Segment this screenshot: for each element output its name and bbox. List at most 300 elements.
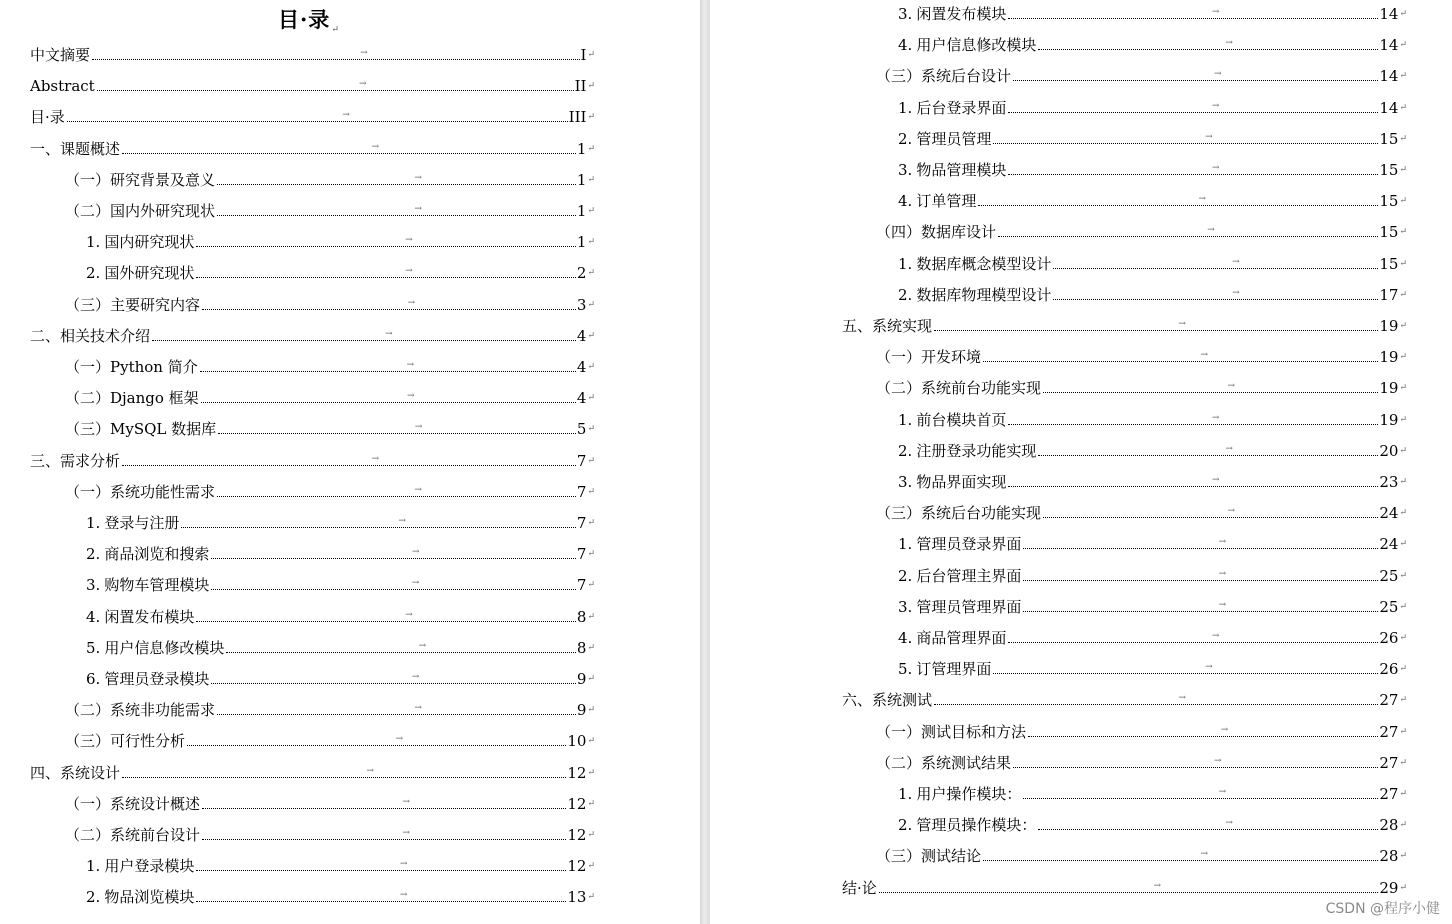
toc-entry-label	[898, 473, 1008, 491]
toc-entry[interactable]	[898, 533, 1407, 553]
toc-entry[interactable]	[876, 721, 1407, 741]
toc-entry[interactable]	[876, 65, 1407, 85]
toc-entry-number: 4.	[898, 36, 913, 55]
toc-entry-text: （一）开发环境	[876, 348, 982, 367]
toc-entry[interactable]	[86, 543, 595, 563]
toc-entry-label	[898, 598, 1023, 616]
toc-entry-number: 1.	[898, 98, 913, 117]
toc-entry[interactable]	[65, 294, 595, 314]
paragraph-mark-icon: ↵	[1399, 227, 1407, 238]
document-page-right	[710, 0, 1452, 924]
tab-mark-icon: →	[1225, 443, 1233, 454]
toc-entry-text: 数据库物理模型设计	[916, 285, 1052, 304]
toc-entry[interactable]	[898, 596, 1407, 616]
toc-entry-page: 1	[576, 139, 587, 158]
paragraph-mark-icon: ↵	[1399, 196, 1407, 207]
paragraph-mark-icon: ↵	[1399, 789, 1407, 799]
toc-entry-text: 用户信息修改模块	[916, 36, 1037, 55]
toc-entry-label	[65, 420, 218, 438]
toc-entry[interactable]	[898, 658, 1407, 678]
toc-entry[interactable]	[86, 606, 595, 626]
toc-entry-text: （三）系统后台设计	[876, 67, 1012, 86]
tab-mark-icon: →	[1200, 350, 1208, 361]
toc-entry-number: 3.	[898, 161, 913, 179]
toc-entry-text: 用户登录模块	[104, 857, 195, 876]
dot-leader	[202, 291, 576, 310]
toc-entry-label	[876, 223, 998, 241]
tab-mark-icon: →	[1178, 319, 1186, 329]
toc-entry-text: 数据库概念模型设计	[916, 254, 1052, 273]
dot-leader	[1008, 406, 1378, 425]
toc-entry[interactable]	[86, 668, 595, 688]
paragraph-mark-icon: ↵	[1399, 9, 1407, 19]
toc-entry[interactable]	[65, 387, 595, 407]
tab-mark-icon: →	[1211, 412, 1220, 423]
paragraph-mark-icon: ↵	[1399, 851, 1407, 862]
toc-entry[interactable]	[65, 356, 595, 376]
dot-leader	[983, 842, 1378, 861]
toc-entry-text: （二）系统前台功能实现	[876, 379, 1042, 398]
toc-entry[interactable]	[898, 565, 1407, 585]
dot-leader	[983, 343, 1378, 362]
toc-entry-label	[898, 161, 1008, 179]
toc-entry-page: 17	[1379, 285, 1399, 304]
toc-entry-text: 购物车管理模块	[104, 576, 210, 595]
page-gutter	[700, 0, 710, 924]
dot-leader	[202, 821, 566, 840]
tab-mark-icon: →	[1211, 7, 1220, 17]
toc-entry-text: （三）可行性分析	[65, 732, 186, 751]
toc-entry-text: 商品管理界面	[916, 629, 1007, 647]
toc-entry-text: 商品浏览和搜索	[104, 545, 210, 564]
tab-mark-icon: →	[414, 422, 423, 433]
dot-leader	[1028, 718, 1378, 737]
toc-entry-label	[898, 5, 1008, 23]
toc-entry-number: 2.	[86, 545, 101, 564]
paragraph-mark-icon: ↵	[1399, 102, 1407, 113]
toc-entry-text: 管理员操作模块：	[916, 816, 1037, 835]
dot-leader	[211, 665, 576, 684]
tab-mark-icon: →	[398, 516, 406, 526]
dot-leader	[978, 187, 1378, 206]
paragraph-mark-icon: ↵	[587, 798, 595, 809]
toc-entry-page: 19	[1379, 379, 1399, 398]
toc-entry[interactable]	[842, 689, 1407, 709]
toc-entry-page: 1	[576, 202, 587, 220]
tab-mark-icon: →	[1227, 506, 1235, 517]
toc-entry[interactable]	[30, 44, 595, 64]
toc-entry[interactable]	[898, 34, 1407, 54]
dot-leader	[196, 852, 566, 871]
dot-leader	[196, 259, 576, 278]
dot-leader	[152, 322, 576, 341]
toc-entry-page: 14	[1379, 5, 1399, 23]
toc-entry[interactable]	[876, 502, 1407, 522]
toc-entry-label	[65, 701, 217, 719]
toc-entry-page: 8	[576, 638, 587, 657]
toc-entry-page: 3	[576, 295, 587, 314]
toc-entry-page: 13	[567, 888, 587, 907]
toc-entry[interactable]	[65, 200, 595, 220]
toc-entry-text: （二）系统前台设计	[65, 826, 201, 844]
tab-mark-icon: →	[1225, 38, 1233, 49]
toc-entry[interactable]	[86, 855, 595, 875]
toc-entry-text: 物品浏览模块	[104, 888, 195, 907]
dot-leader	[92, 41, 580, 60]
toc-entry-label	[898, 816, 1038, 834]
toc-entry-page: 26	[1379, 660, 1399, 679]
toc-entry[interactable]	[876, 752, 1407, 772]
tab-mark-icon: →	[402, 828, 410, 838]
toc-entry-text: （三）系统后台功能实现	[876, 504, 1042, 523]
paragraph-mark-icon: ↵	[1399, 414, 1407, 425]
dot-leader	[122, 759, 566, 778]
toc-entry[interactable]	[86, 574, 595, 594]
tab-mark-icon: →	[411, 578, 420, 589]
toc-entry[interactable]	[86, 886, 595, 906]
toc-entry-label	[898, 192, 978, 210]
dot-leader	[1043, 374, 1378, 393]
toc-entry[interactable]	[30, 450, 595, 470]
toc-entry-number: 2.	[898, 129, 913, 148]
toc-entry-label	[86, 233, 196, 251]
toc-entry-text: 结·论	[842, 878, 877, 897]
paragraph-mark-icon: ↵	[587, 362, 595, 372]
toc-entry[interactable]	[898, 253, 1407, 273]
dot-leader	[1053, 250, 1378, 269]
toc-entry[interactable]	[898, 409, 1407, 429]
toc-entry-number: 1.	[898, 535, 913, 554]
toc-entry-text: 注册登录功能实现	[916, 441, 1037, 460]
toc-entry[interactable]	[65, 824, 595, 844]
dot-leader	[993, 125, 1378, 144]
watermark: CSDN @程序小健	[1325, 901, 1440, 917]
toc-entry[interactable]	[876, 377, 1407, 397]
paragraph-mark-icon: ↵	[1399, 695, 1407, 706]
toc-entry[interactable]	[898, 814, 1407, 834]
document-page-left	[0, 0, 700, 924]
toc-entry-text: 登录与注册	[104, 514, 180, 532]
toc-entry-page: 24	[1379, 504, 1399, 523]
toc-entry-text: 后台管理主界面	[916, 566, 1022, 585]
paragraph-mark-icon: ↵	[587, 143, 595, 154]
paragraph-mark-icon: ↵	[1399, 570, 1407, 581]
toc-entry[interactable]	[86, 512, 595, 532]
paragraph-mark-icon: ↵	[1399, 726, 1407, 737]
paragraph-mark-icon: ↵	[587, 174, 595, 185]
toc-entry-label	[898, 130, 993, 148]
dot-leader	[1043, 499, 1378, 518]
paragraph-mark-icon: ↵	[587, 736, 595, 747]
toc-entry-page: 4	[576, 358, 587, 376]
toc-entry-page: 14	[1379, 36, 1399, 55]
toc-entry[interactable]	[30, 106, 595, 126]
dot-leader	[993, 655, 1378, 674]
toc-entry-number: 3.	[898, 597, 913, 616]
paragraph-mark-icon: ↵	[1399, 508, 1407, 519]
tab-mark-icon: →	[1153, 880, 1162, 891]
toc-entry-page: 10	[567, 732, 587, 751]
toc-entry[interactable]	[876, 221, 1407, 241]
paragraph-mark-icon: ↵	[587, 50, 595, 60]
toc-entry[interactable]	[842, 315, 1407, 335]
toc-entry-text: 五、系统实现	[842, 317, 933, 335]
toc-entry[interactable]	[65, 793, 595, 813]
toc-entry-number: 4.	[86, 607, 101, 626]
toc-entry[interactable]	[898, 440, 1407, 460]
toc-entry-text: 六、系统测试	[842, 691, 933, 710]
paragraph-mark-icon: ↵	[587, 424, 595, 435]
toc-entry-label	[86, 545, 211, 563]
tab-mark-icon: →	[1218, 599, 1227, 610]
toc-entry[interactable]	[898, 159, 1407, 179]
toc-entry-page: 7	[576, 451, 587, 470]
dot-leader	[217, 696, 576, 715]
dot-leader	[196, 228, 576, 247]
toc-entry-page: 27	[1379, 691, 1399, 710]
toc-entry[interactable]	[876, 346, 1407, 366]
toc-entry-label	[876, 847, 983, 865]
tab-mark-icon: →	[1213, 755, 1222, 766]
tab-mark-icon: →	[1232, 256, 1240, 267]
tab-mark-icon: →	[405, 609, 413, 620]
toc-entry[interactable]	[898, 97, 1407, 117]
toc-entry[interactable]	[898, 128, 1407, 148]
tab-mark-icon: →	[1205, 131, 1213, 142]
toc-entry[interactable]	[30, 138, 595, 158]
paragraph-mark-icon: ↵	[331, 25, 340, 36]
toc-entry-number: 6.	[86, 670, 101, 688]
toc-entry-page: 28	[1379, 847, 1399, 866]
toc-entry-number: 1.	[86, 857, 101, 876]
toc-entry-label	[65, 296, 202, 314]
tab-mark-icon: →	[1218, 537, 1227, 548]
dot-leader	[181, 509, 576, 528]
toc-entry[interactable]	[65, 730, 595, 750]
toc-entry-page: 1	[576, 233, 587, 252]
toc-entry-text: （二）系统测试结果	[876, 753, 1012, 772]
toc-entry[interactable]	[65, 699, 595, 719]
toc-title	[278, 4, 378, 35]
toc-entry-label	[898, 255, 1053, 273]
toc-entry-page: 27	[1379, 785, 1399, 803]
toc-entry-page: 7	[576, 514, 587, 532]
toc-entry-label	[876, 67, 1013, 85]
toc-entry[interactable]	[65, 418, 595, 438]
paragraph-mark-icon: ↵	[587, 830, 595, 840]
toc-entry-text: 用户信息修改模块	[104, 638, 225, 657]
toc-entry-page: 2	[576, 264, 587, 283]
toc-entry-label	[30, 327, 152, 345]
paragraph-mark-icon: ↵	[1399, 820, 1407, 831]
toc-entry[interactable]	[898, 190, 1407, 210]
toc-entry-text: （三）MySQL 数据库	[65, 420, 217, 439]
dot-leader	[998, 218, 1378, 237]
toc-entry-label	[898, 535, 1023, 553]
dot-leader	[217, 478, 576, 497]
dot-leader	[934, 312, 1378, 331]
toc-entry-label	[898, 442, 1038, 460]
toc-entry-label	[898, 567, 1023, 585]
toc-entry-label	[86, 514, 181, 532]
toc-entry-label	[65, 795, 202, 813]
paragraph-mark-icon: ↵	[1399, 757, 1407, 768]
toc-entry[interactable]	[65, 169, 595, 189]
tab-mark-icon: →	[399, 890, 408, 901]
toc-entry-page: 25	[1379, 566, 1399, 585]
toc-entry-number: 1.	[898, 254, 913, 273]
toc-entry-page: 19	[1379, 317, 1399, 335]
dot-leader	[122, 447, 576, 466]
toc-entry[interactable]	[876, 845, 1407, 865]
tab-mark-icon: →	[366, 765, 374, 776]
toc-entry-text: （三）测试结论	[876, 847, 982, 866]
tab-mark-icon: →	[414, 204, 422, 214]
tab-mark-icon: →	[1213, 69, 1222, 80]
toc-entry[interactable]	[898, 783, 1407, 803]
dot-leader	[200, 353, 576, 372]
toc-entry-text: 一、课题概述	[30, 139, 121, 158]
tab-mark-icon: →	[405, 266, 413, 277]
toc-entry-number: 2.	[86, 264, 101, 283]
toc-entry-page: 27	[1379, 753, 1399, 772]
toc-entry[interactable]	[898, 3, 1407, 23]
toc-entry-page: 27	[1379, 722, 1399, 741]
toc-entry-page: 4	[576, 389, 587, 408]
tab-mark-icon: →	[1211, 475, 1220, 485]
toc-entry-number: 2.	[86, 888, 101, 907]
toc-entry-page: 20	[1379, 441, 1399, 460]
toc-entry-page: 1	[576, 170, 587, 189]
toc-entry[interactable]	[898, 284, 1407, 304]
toc-entry[interactable]	[30, 325, 595, 345]
tab-mark-icon: →	[414, 703, 422, 714]
toc-entry-text: （二）Django 框架	[65, 389, 199, 408]
dot-leader	[1053, 281, 1378, 300]
paragraph-mark-icon: ↵	[587, 580, 595, 591]
dot-leader	[934, 686, 1378, 705]
dot-leader	[211, 540, 576, 559]
toc-entry-page: 12	[567, 826, 587, 844]
toc-entry-label	[65, 732, 187, 750]
toc-entry[interactable]	[86, 262, 595, 282]
toc-entry-label	[30, 46, 92, 64]
toc-entry-label	[86, 857, 196, 875]
toc-entry-number: 2.	[898, 441, 913, 460]
toc-entry-page: I	[580, 46, 587, 64]
tab-mark-icon: →	[1218, 568, 1227, 579]
paragraph-mark-icon: ↵	[1399, 71, 1407, 82]
toc-entry-text: Abstract	[30, 77, 95, 96]
tab-mark-icon: →	[407, 391, 415, 402]
dot-leader	[67, 103, 568, 122]
paragraph-mark-icon: ↵	[587, 81, 595, 92]
dot-leader	[217, 166, 576, 185]
toc-entry[interactable]	[842, 877, 1407, 897]
toc-entry-label	[842, 879, 879, 897]
toc-entry-number: 3.	[86, 576, 101, 595]
toc-entry[interactable]	[30, 75, 595, 95]
dot-leader	[196, 883, 566, 902]
toc-entry-number: 3.	[898, 473, 913, 491]
toc-entry[interactable]	[86, 637, 595, 657]
toc-entry[interactable]	[86, 231, 595, 251]
dot-leader	[1008, 0, 1378, 19]
dot-leader	[1038, 31, 1378, 50]
toc-entry-page: 19	[1379, 410, 1399, 429]
tab-mark-icon: →	[1211, 163, 1220, 173]
toc-entry-text: （一）研究背景及意义	[65, 170, 216, 189]
tab-mark-icon: →	[1211, 100, 1220, 111]
paragraph-mark-icon: ↵	[587, 861, 595, 872]
toc-entry-number: 5.	[86, 638, 101, 657]
toc-entry-text: 四、系统设计	[30, 763, 121, 782]
tab-mark-icon: →	[1220, 724, 1229, 735]
tab-mark-icon: →	[1200, 849, 1208, 860]
dot-leader	[1023, 562, 1378, 581]
toc-entry-page: 12	[567, 857, 587, 876]
toc-entry-label	[30, 764, 122, 782]
paragraph-mark-icon: ↵	[1399, 664, 1407, 675]
paragraph-mark-icon: ↵	[1399, 258, 1407, 269]
tab-mark-icon: →	[1218, 787, 1227, 797]
tab-mark-icon: →	[405, 235, 413, 246]
tab-mark-icon: →	[371, 453, 380, 464]
toc-entry-page: 14	[1379, 98, 1399, 117]
toc-entry-label	[65, 171, 217, 189]
toc-entry[interactable]	[898, 627, 1407, 647]
toc-entry-label	[86, 264, 196, 282]
toc-entry[interactable]	[65, 481, 595, 501]
tab-mark-icon: →	[411, 672, 420, 682]
toc-entry-text: 目·录	[30, 108, 65, 127]
toc-entry-text: （四）数据库设计	[876, 223, 997, 242]
toc-entry-label	[65, 358, 200, 376]
paragraph-mark-icon: ↵	[587, 206, 595, 216]
toc-entry[interactable]	[30, 762, 595, 782]
dot-leader	[879, 874, 1379, 893]
paragraph-mark-icon: ↵	[1399, 133, 1407, 144]
dot-leader	[122, 135, 576, 154]
paragraph-mark-icon: ↵	[587, 112, 595, 123]
toc-entry-page: II	[574, 77, 587, 96]
toc-entry[interactable]	[898, 471, 1407, 491]
toc-entry-page: 23	[1379, 473, 1399, 491]
tab-mark-icon: →	[1211, 631, 1220, 641]
toc-entry-text: 物品管理模块	[916, 161, 1007, 179]
toc-entry-text: 前台模块首页	[916, 410, 1007, 429]
toc-entry-text: （二）国内外研究现状	[65, 202, 216, 220]
toc-entry-text: 订单管理	[916, 192, 977, 211]
toc-entry-label	[898, 629, 1008, 647]
tab-mark-icon: →	[371, 141, 380, 152]
dot-leader	[226, 634, 576, 653]
toc-entry-label	[876, 379, 1043, 397]
toc-entry-text: （一）Python 简介	[65, 358, 198, 376]
paragraph-mark-icon: ↵	[1399, 383, 1407, 394]
toc-entry-text: 订管理界面	[916, 660, 992, 679]
toc-entry-label	[65, 826, 202, 844]
tab-mark-icon: →	[414, 484, 422, 495]
tab-mark-icon: →	[406, 360, 415, 370]
paragraph-mark-icon: ↵	[587, 268, 595, 279]
toc-entry-page: 9	[576, 670, 587, 688]
toc-entry-label	[86, 670, 211, 688]
tab-mark-icon: →	[1207, 225, 1215, 236]
toc-entry-label	[65, 202, 217, 220]
dot-leader	[1008, 624, 1378, 643]
toc-entry-text: （一）测试目标和方法	[876, 722, 1027, 741]
